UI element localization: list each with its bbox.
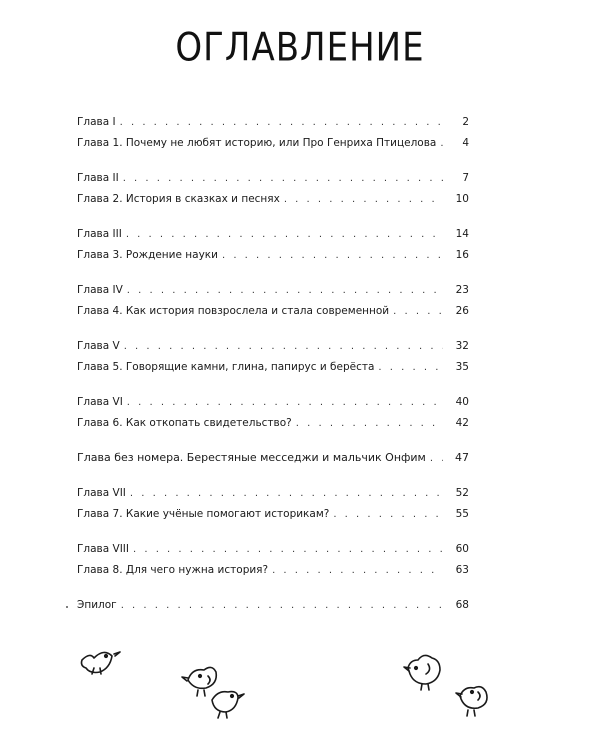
toc-entry-label: Глава VII bbox=[77, 487, 126, 499]
toc-group-3 bbox=[77, 224, 469, 266]
toc-entry-label: Глава III bbox=[77, 228, 122, 240]
toc-entry-page: 52 bbox=[455, 487, 469, 499]
toc-group-8 bbox=[77, 483, 469, 525]
leader-dots bbox=[130, 484, 443, 504]
leader-dots bbox=[430, 449, 443, 469]
bird-icon bbox=[82, 652, 121, 674]
toc-entry[interactable] bbox=[77, 112, 469, 133]
toc-entry[interactable] bbox=[77, 560, 469, 581]
bird-icon bbox=[404, 655, 440, 690]
toc-entry-page: 2 bbox=[462, 116, 469, 128]
toc-entry[interactable] bbox=[77, 280, 469, 301]
toc-entry[interactable] bbox=[77, 133, 469, 154]
toc-group-1 bbox=[77, 112, 469, 154]
leader-dots bbox=[393, 302, 443, 322]
toc-group-4 bbox=[77, 280, 469, 322]
toc-entry-page: 35 bbox=[455, 361, 469, 373]
toc-entry-page: 68 bbox=[455, 599, 469, 611]
toc-entry-page: 42 bbox=[455, 417, 469, 429]
toc-entry-label: Глава IV bbox=[77, 284, 123, 296]
leader-dots bbox=[284, 190, 443, 210]
toc-entry-page: 32 bbox=[455, 340, 469, 352]
toc-group-6 bbox=[77, 392, 469, 434]
toc-entry-page: 14 bbox=[455, 228, 469, 240]
toc-entry-page: 55 bbox=[455, 508, 469, 520]
toc-entry[interactable] bbox=[77, 357, 469, 378]
bird-icon bbox=[456, 687, 487, 716]
toc-entry[interactable] bbox=[77, 392, 469, 413]
toc-entry-page: 26 bbox=[455, 305, 469, 317]
toc-entry-page: 7 bbox=[462, 172, 469, 184]
toc-entry-page: 16 bbox=[455, 249, 469, 261]
toc-entry-label: Глава 2. История в сказках и песнях bbox=[77, 193, 280, 205]
toc-entry-label: Эпилог bbox=[77, 599, 117, 611]
leader-dots bbox=[126, 225, 443, 245]
leader-dots bbox=[127, 281, 443, 301]
toc-entry-label: Глава 7. Какие учёные помогают историкам? bbox=[77, 508, 330, 520]
page-title: ОГЛАВЛЕНИЕ bbox=[175, 25, 425, 71]
toc-entry[interactable] bbox=[77, 504, 469, 525]
toc-group-10 bbox=[77, 595, 469, 616]
toc-group-9 bbox=[77, 539, 469, 581]
leader-dots bbox=[272, 561, 443, 581]
toc-entry-label: Глава 1. Почему не любят историю, или Про Генриха Птицелова bbox=[77, 137, 437, 149]
toc-entry-label: Глава VIII bbox=[77, 543, 129, 555]
leader-dots bbox=[133, 540, 443, 560]
toc-entry-label: Глава без номера. Берестяные месседжи и мальчик Онфим bbox=[77, 451, 426, 464]
leader-dots bbox=[378, 358, 443, 378]
toc-entry-label: Глава 6. Как откопать свидетельство? bbox=[77, 417, 292, 429]
stray-dot bbox=[66, 606, 68, 608]
toc-entry-label: Глава V bbox=[77, 340, 120, 352]
toc-group-7 bbox=[77, 448, 469, 469]
toc-entry-page: 23 bbox=[455, 284, 469, 296]
toc-entry-label: Глава II bbox=[77, 172, 119, 184]
toc-entry-page: 10 bbox=[455, 193, 469, 205]
toc-entry[interactable] bbox=[77, 189, 469, 210]
toc-entry[interactable] bbox=[77, 539, 469, 560]
toc-entry[interactable] bbox=[77, 448, 469, 469]
toc-entry[interactable] bbox=[77, 595, 469, 616]
toc-entry[interactable] bbox=[77, 168, 469, 189]
leader-dots bbox=[222, 246, 443, 266]
leader-dots bbox=[333, 505, 443, 525]
toc-entry-page: 4 bbox=[462, 137, 469, 149]
leader-dots bbox=[123, 169, 443, 189]
toc-entry[interactable] bbox=[77, 245, 469, 266]
toc-entry-label: Глава 5. Говорящие камни, глина, папирус и берёста bbox=[77, 361, 375, 373]
toc-entry-label: Глава I bbox=[77, 116, 116, 128]
toc-entry-page: 63 bbox=[455, 564, 469, 576]
bird-icon bbox=[182, 667, 216, 696]
leader-dots bbox=[296, 414, 443, 434]
toc-entry[interactable] bbox=[77, 483, 469, 504]
toc-group-2 bbox=[77, 168, 469, 210]
leader-dots bbox=[124, 337, 443, 357]
toc-entry-label: Глава VI bbox=[77, 396, 123, 408]
toc-entry-page: 60 bbox=[455, 543, 469, 555]
toc-entry-label: Глава 4. Как история повзрослела и стала современной bbox=[77, 305, 390, 317]
leader-dots bbox=[120, 113, 443, 133]
leader-dots bbox=[121, 596, 443, 616]
toc-entry[interactable] bbox=[77, 336, 469, 357]
leader-dots bbox=[127, 393, 443, 413]
toc-entry-page: 40 bbox=[455, 396, 469, 408]
toc-entry[interactable] bbox=[77, 224, 469, 245]
toc-group-5 bbox=[77, 336, 469, 378]
toc-entry[interactable] bbox=[77, 301, 469, 322]
toc-entry-label: Глава 8. Для чего нужна история? bbox=[77, 564, 269, 576]
table-of-contents bbox=[77, 112, 469, 630]
bird-icon bbox=[212, 692, 244, 718]
toc-entry[interactable] bbox=[77, 413, 469, 434]
toc-entry-page: 47 bbox=[455, 451, 469, 464]
toc-entry-label: Глава 3. Рождение науки bbox=[77, 249, 218, 261]
